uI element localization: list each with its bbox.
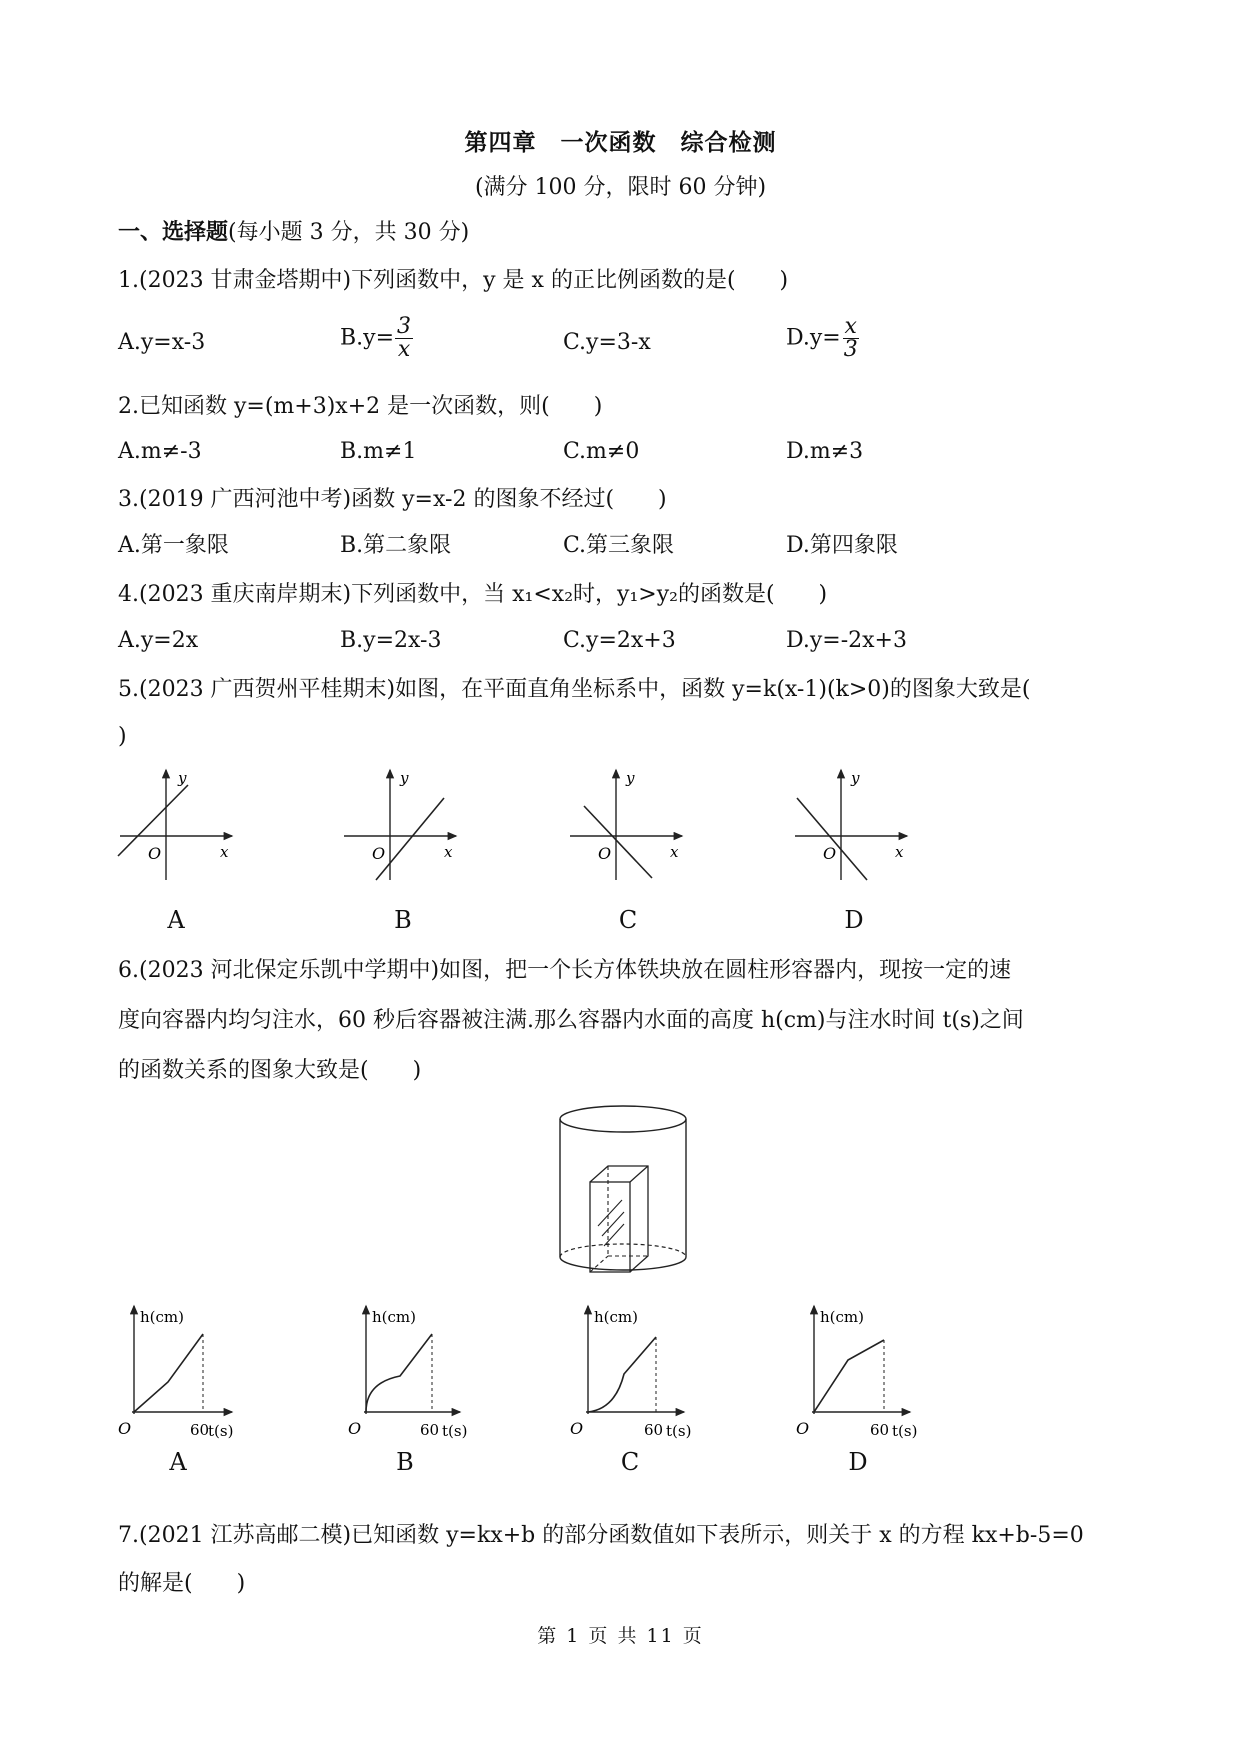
q6-d-y-label: h(cm) [820, 1308, 864, 1326]
q1-stem: 1.(2023 甘肃金塔期中)下列函数中，y 是 x 的正比例函数的是( ) [118, 268, 789, 293]
q5-c-x-label: x [670, 843, 679, 861]
q7-stem-line1: 7.(2021 江苏高邮二模)已知函数 y=kx+b 的部分函数值如下表所示，则关于 x 的方程 kx+b-5=0 [118, 1523, 1084, 1548]
q2-option-d: D.m≠3 [786, 439, 864, 464]
q5-graph-b [344, 769, 456, 880]
q6-a-x-label: t(s) [208, 1422, 234, 1440]
q6-graph-c [570, 1306, 691, 1440]
q6-label-c: C [620, 1448, 640, 1476]
q2-option-a: A.m≠-3 [118, 439, 202, 464]
q4-option-b: B.y=2x-3 [340, 628, 442, 653]
q6-c-origin: O [570, 1419, 584, 1438]
q5-label-d: D [844, 906, 864, 934]
q2-stem: 2.已知函数 y=(m+3)x+2 是一次函数，则( ) [118, 394, 603, 419]
q3-option-a: A.第一象限 [118, 533, 229, 558]
page-subtitle: (满分 100 分，限时 60 分钟) [474, 175, 767, 200]
q6-c-y-label: h(cm) [594, 1308, 638, 1326]
q5-graph-a [118, 769, 232, 880]
q7-stem-line2: 的解是( ) [118, 1571, 246, 1596]
q1-option-d-numerator: x [844, 314, 857, 339]
q5-c-y-label: y [626, 769, 635, 787]
q6-label-a: A [169, 1448, 187, 1476]
q4-option-a: A.y=2x [118, 628, 199, 653]
page-footer: 第 1 页 共 11 页 [537, 1625, 704, 1647]
q5-a-y-label: y [178, 769, 187, 787]
q5-b-x-label: x [444, 843, 453, 861]
q6-graph-b [348, 1306, 467, 1440]
q5-b-y-label: y [400, 769, 409, 787]
section-note: (每小题 3 分，共 30 分) [228, 220, 470, 245]
q1-option-d-denominator: 3 [843, 337, 858, 362]
q5-a-x-label: x [220, 843, 229, 861]
q5-d-origin: O [823, 844, 837, 863]
q4-option-d: D.y=-2x+3 [786, 628, 907, 653]
q3-option-b: B.第二象限 [340, 533, 452, 558]
q1-option-b-denominator: x [397, 337, 411, 362]
q6-d-tick: 60 [870, 1421, 890, 1439]
q6-stem-line1: 6.(2023 河北保定乐凯中学期中)如图，把一个长方体铁块放在圆柱形容器内，现按一定的速 [118, 958, 1012, 983]
q5-stem-line2: ) [118, 724, 127, 749]
q5-label-c: C [618, 906, 638, 934]
q1-option-b-numerator: 3 [397, 314, 412, 339]
q6-b-origin: O [348, 1419, 362, 1438]
q6-d-origin: O [796, 1419, 810, 1438]
q5-b-origin: O [372, 844, 386, 863]
q6-stem-line3: 的函数关系的图象大致是( ) [118, 1058, 422, 1083]
container-figure [560, 1106, 686, 1272]
q6-graph-d [796, 1306, 917, 1440]
q6-b-x-label: t(s) [442, 1422, 468, 1440]
q5-c-origin: O [598, 844, 612, 863]
q6-a-y-label: h(cm) [140, 1308, 184, 1326]
q1-option-a: A.y=x-3 [118, 330, 206, 355]
q3-option-c: C.第三象限 [563, 533, 675, 558]
q3-option-d: D.第四象限 [786, 533, 898, 558]
q6-c-x-label: t(s) [666, 1422, 692, 1440]
q5-graph-d [795, 769, 907, 880]
q6-b-y-label: h(cm) [372, 1308, 416, 1326]
q6-c-tick: 60 [644, 1421, 664, 1439]
q5-d-y-label: y [851, 769, 860, 787]
q5-label-b: B [394, 906, 412, 934]
q4-option-c: C.y=2x+3 [563, 628, 676, 653]
q1-option-b-prefix: B.y= [340, 325, 395, 351]
q5-stem-line1: 5.(2023 广西贺州平桂期末)如图，在平面直角坐标系中，函数 y=k(x-1)(k>0)的图象大致是( [118, 677, 1031, 702]
q2-option-c: C.m≠0 [563, 439, 640, 464]
q5-label-a: A [167, 906, 185, 934]
page-title: 第四章 一次函数 综合检测 [464, 130, 777, 156]
q6-stem-line2: 度向容器内均匀注水，60 秒后容器被注满.那么容器内水面的高度 h(cm)与注水时间 t(s)之间 [118, 1008, 1024, 1033]
q5-a-origin: O [148, 844, 162, 863]
q3-stem: 3.(2019 广西河池中考)函数 y=x-2 的图象不经过( ) [118, 487, 667, 512]
section-title: 一、选择题 [118, 220, 229, 245]
q6-label-b: B [396, 1448, 414, 1476]
q6-a-tick: 60 [190, 1421, 210, 1439]
q6-label-d: D [848, 1448, 868, 1476]
q1-option-d-prefix: D.y= [786, 325, 841, 351]
q6-graph-a [118, 1306, 233, 1440]
q6-a-origin: O [118, 1419, 132, 1438]
q5-d-x-label: x [895, 843, 904, 861]
q5-graph-c [570, 769, 682, 880]
q2-option-b: B.m≠1 [340, 439, 417, 464]
q6-d-x-label: t(s) [892, 1422, 918, 1440]
q4-stem: 4.(2023 重庆南岸期末)下列函数中，当 x₁<x₂时，y₁>y₂的函数是( ) [118, 582, 828, 607]
q1-option-c: C.y=3-x [563, 330, 651, 355]
q6-b-tick: 60 [420, 1421, 440, 1439]
